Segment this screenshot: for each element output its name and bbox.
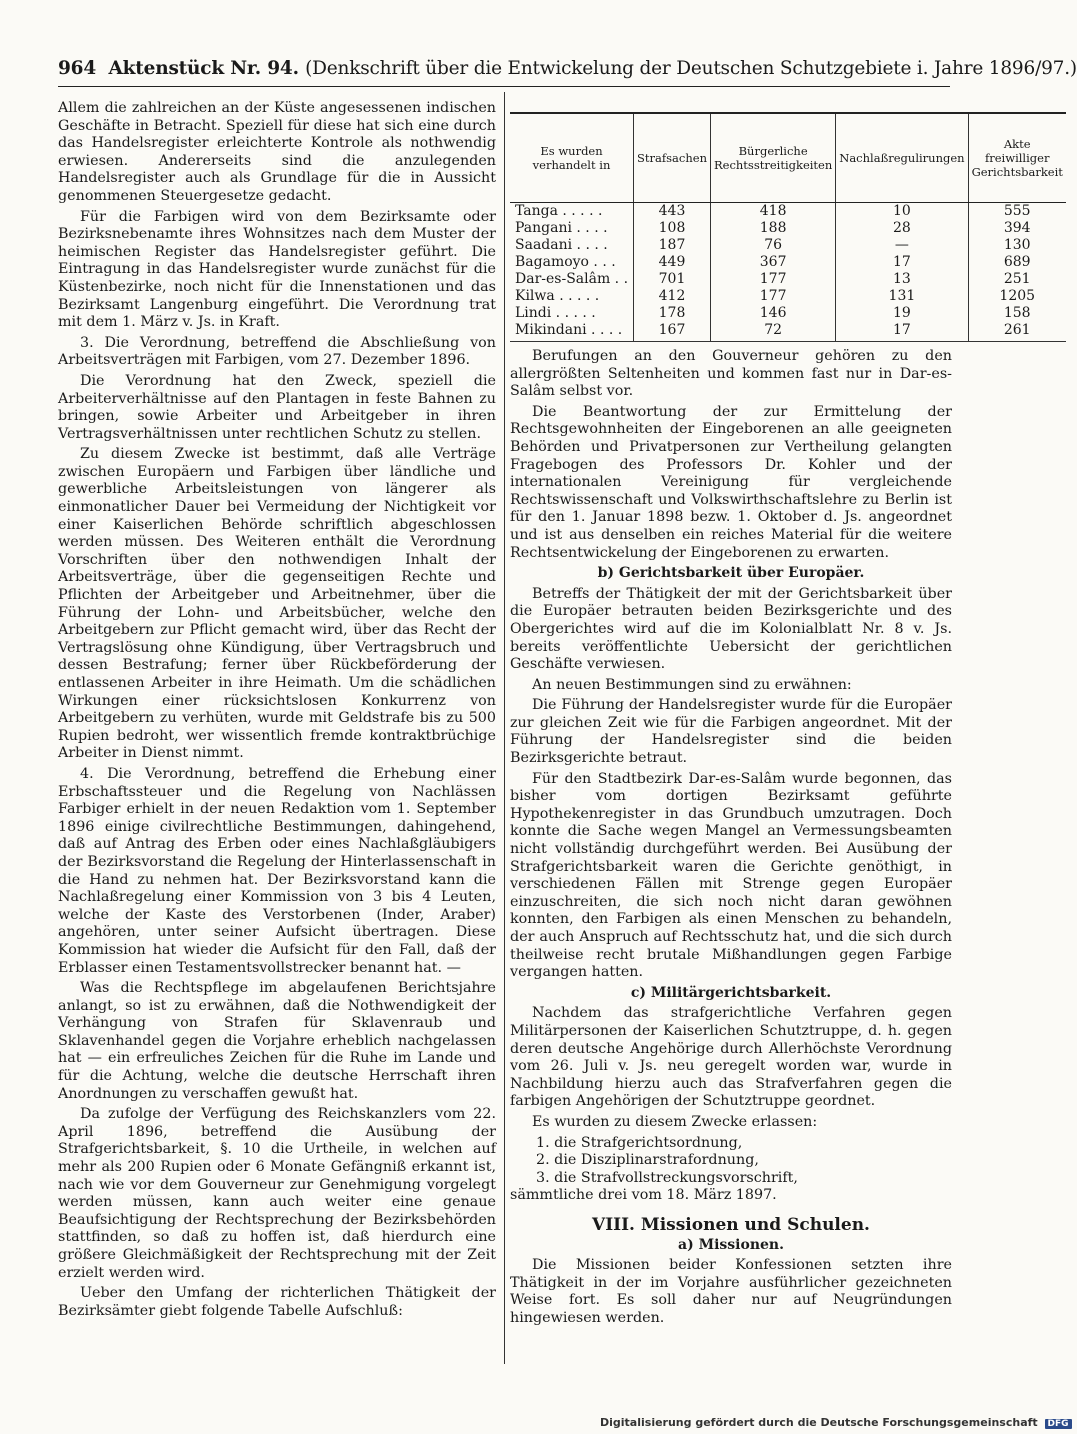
table-cell: 28 [836, 220, 968, 237]
paragraph: Betreffs der Thätigkeit der mit der Gerichtsbarkeit über die Europäer betrauten beiden Bezirksgerichte und des Obergerichtes wird auf die im Kolonialblatt Nr. 8 v. Js. bereits veröffentlichte Uebersicht der gerichtlichen Geschäfte verwiesen. [510, 585, 952, 673]
paragraph: Die Beantwortung der zur Ermittelung der Rechtsgewohnheiten der Eingeborenen an alle geeigneten Behörden und Privatpersonen zur Vertheilung gelangten Fragebogen des Professors Dr. Kohler und der internationalen Vereinigung für vergleichende Rechtswissenschaft und Volkswirthschaftslehre zu Berlin ist für den 1. Januar 1898 bezw. 1. Oktober d. Js. angeordnet und ist aus denselben ein reiches Material für die weitere Rechtsentwickelung der Eingeborenen zu erwarten. [510, 403, 952, 561]
paragraph: 3. Die Verordnung, betreffend die Abschließung von Arbeitsverträgen mit Farbigen, vom 27. Dezember 1896. [58, 334, 496, 369]
column-header-voluntary: Akte freiwilliger Gerichtsbarkeit [968, 113, 1066, 203]
section-heading-a: a) Missionen. [678, 1236, 784, 1253]
table-cell: 251 [968, 271, 1066, 288]
paragraph: Berufungen an den Gouverneur gehören zu den allergrößten Seltenheiten und kommen fast nur in Dar-es-Salâm selbst vor. [510, 348, 952, 400]
paragraph: Für die Farbigen wird von dem Bezirksamte oder Bezirksnebenamte ihres Wohnsitzes nach dem Muster der heimischen Register das Handelsregister geführt. Die Eintragung in das Handelsregister wurde zunächst für die Küstenbezirke, noch nicht für die Innenstationen und das Bezirksamt Langenburg eingeführt. Die Verordnung trat mit dem 1. März v. Js. in Kraft. [58, 208, 496, 331]
table-row [510, 305, 1066, 322]
table-cell: 17 [836, 322, 968, 342]
table-row [510, 254, 1066, 271]
table-cell: 158 [968, 305, 1066, 322]
digitization-credit [600, 1416, 1072, 1429]
table-cell: 177 [710, 288, 835, 305]
table-cell: 394 [968, 220, 1066, 237]
table-cell: 146 [710, 305, 835, 322]
paragraph: Die Verordnung hat den Zweck, speziell die Arbeiterverhältnisse auf den Plantagen in feste Bahnen zu bringen, sowie Arbeiter und Arbeitgeber in ihren Vertragsverhältnissen unter rechtlichen Schutz zu stellen. [58, 372, 496, 442]
table-cell: 701 [634, 271, 711, 288]
paragraph: Die Missionen beider Konfessionen setzten ihre Thätigkeit in der im Vorjahre ausführlicher gezeichneten Weise fort. Es soll daher nur auf Neugründungen hingewiesen werden. [510, 1257, 952, 1326]
table-cell: 177 [710, 271, 835, 288]
paragraph: An neuen Bestimmungen sind zu erwähnen: [532, 676, 852, 693]
document-title: (Denkschrift über die Entwickelung der Deutschen Schutzgebiete i. Jahre 1896/97.) [305, 58, 1077, 79]
paragraph: 4. Die Verordnung, betreffend die Erhebung einer Erbschaftssteuer und die Regelung von Nachlässen Farbiger erhielt in der neuen Redaktion vom 1. September 1896 einige civilrechtliche Bestimmungen, dahingehend, daß auf Antrag des Erben oder eines Nachlaßgläubigers der Bezirksvorstand die Regelung der Hinterlassenschaft in die Hand zu nehmen hat. Der Bezirksvorstand kann die Nachlaßregelung einer Kommission von 3 bis 4 Leuten, welche der Kaste des Verstorbenen (Inder, Araber) angehören, unter seiner Aufsicht übertragen. Diese Kommission hat wieder die Aufsicht für den Fall, daß der Erblasser einen Testamentsvollstrecker benannt hat. — [58, 765, 496, 976]
paragraph: Allem die zahlreichen an der Küste angesessenen indischen Geschäfte in Betracht. Speziell für diese hat sich eine durch das Handelsregister erleichterte Kontrole als nothwendig erwiesen. Andererseits sind die anzulegenden Handelsregister auch als Grundlage für die in Aussicht genommenen Steuergesetze gedacht. [58, 100, 496, 204]
table-cell: — [836, 237, 968, 254]
column-header-civil: Bürgerliche Rechtsstreitigkeiten [710, 113, 835, 203]
paragraph: Nachdem das strafgerichtliche Verfahren gegen Militärpersonen der Kaiserlichen Schutztruppe, d. h. gegen deren deutsche Angehörige durch Allerhöchste Verordnung vom 26. Juli v. Js. neu geregelt worden war, wurde in Nachbildung hierzu auch das Strafverfahren gegen die farbigen Angehörigen der Schutztruppe geordnet. [510, 1005, 952, 1110]
table-cell: 412 [634, 288, 711, 305]
table-row [510, 203, 1066, 221]
column-header-estates: Nachlaßregulirungen [836, 113, 968, 203]
court-statistics-table [510, 112, 1066, 342]
dfg-logo: DFG [1045, 1419, 1072, 1429]
table-cell: Mikindani . . . . [510, 322, 634, 342]
table-cell: 19 [836, 305, 968, 322]
header-rule [58, 86, 950, 87]
table-cell: Dar-es-Salâm . . [510, 271, 634, 288]
paragraph: Für den Stadtbezirk Dar-es-Salâm wurde begonnen, das bisher vom dortigen Bezirksamt geführte Hypothekenregister in das Grundbuch umzutragen. Doch konnte die Sache wegen Mangel an Vermessungsbeamten nicht vollständig durchgeführt werden. Bei Ausübung der Strafgerichtsbarkeit waren die Gerichte genöthigt, in verschiedenen Fällen mit Strenge gegen Europäer einzuschreiten, die sich noch nicht daran gewöhnen konnten, den Farbigen als einen Menschen zu behandeln, der auch Anspruch auf Rechtsschutz hat, und die sich durch theilweise recht brutale Mißhandlungen gegen Farbige vergangen hatten. [510, 770, 952, 981]
right-column [510, 112, 1063, 1330]
paragraph: Was die Rechtspflege im abgelaufenen Berichtsjahre anlangt, so ist zu erwähnen, daß die Nothwendigkeit der Verhängung von Strafen für Sklavenraub und Sklavenhandel gegen die Vorjahre erheblich nachgelassen hat — ein erfreuliches Zeichen für die Ruhe im Lande und für die Achtung, welche die deutsche Herrschaft ihren Anordnungen zu verschaffen gewußt hat. [58, 980, 496, 1102]
table-cell: 108 [634, 220, 711, 237]
section-heading-c: c) Militärgerichtsbarkeit. [630, 984, 832, 1001]
table-cell: Bagamoyo . . . [510, 254, 634, 271]
paragraph: Die Führung der Handelsregister wurde für die Europäer zur gleichen Zeit wie für die Farbigen angeordnet. Mit der Führung der Handelsregister sind die beiden Bezirksgerichte betraut. [510, 697, 952, 767]
table-row [510, 322, 1066, 342]
table-cell: 13 [836, 271, 968, 288]
table-cell: 76 [710, 237, 835, 254]
table-cell: 689 [968, 254, 1066, 271]
paragraph: Zu diesem Zwecke ist bestimmt, daß alle Verträge zwischen Europäern und Farbigen über ländliche und gewerbliche Arbeitsleistungen von längerer als einmonatlicher Dauer bei Vermeidung der Nichtigkeit vor einer Kaiserlichen Behörde schriftlich abgeschlossen werden müssen. Des Weiteren enthält die Verordnung Vorschriften über den nothwendigen Inhalt der Arbeitsverträge, über die gegenseitigen Rechte und Pflichten der Arbeitgeber und Arbeitnehmer, über die Führung der Lohn- und Arbeitsbücher, welche den Arbeitgebern zur Pflicht gemacht wird, über das Recht der Vertragslösung ohne Kündigung, über Vertragsbruch und dessen Bestrafung; ferner über Rückbeförderung der entlassenen Arbeiter in ihre Heimath. Um die schädlichen Wirkungen einer rücksichtslosen Konkurrenz von Arbeitgebern zu verhüten, wurde mit Geldstrafe bis zu 500 Rupien bedroht, wer wissentlich fremde kontraktbrüchige Arbeiter in Dienst nimmt. [58, 446, 496, 762]
paragraph: Da zufolge der Verfügung des Reichskanzlers vom 22. April 1896, betreffend die Ausübung der Strafgerichtsbarkeit, §. 10 die Urtheile, in welchen auf mehr als 200 Rupien oder 6 Monate Gefängniß erkannt ist, nach wie vor dem Gouverneur zur Genehmigung vorgelegt werden müssen, kann auch weiter eine genaue Beaufsichtigung der Rechtsprechung der Bezirksbehörden stattfinden, so daß zu hoffen ist, daß hierdurch eine größere Gleichmäßigkeit der Rechtsprechung mit der Zeit erzielt werden wird. [58, 1106, 496, 1281]
table-cell: 130 [968, 237, 1066, 254]
column-header-district: Es wurden verhandelt in [510, 113, 634, 203]
section-heading-b: b) Gerichtsbarkeit über Europäer. [597, 565, 865, 582]
table-row [510, 220, 1066, 237]
table-row [510, 288, 1066, 305]
table-cell: Kilwa . . . . . [510, 288, 634, 305]
table-cell: 167 [634, 322, 711, 342]
table-cell: 418 [710, 203, 835, 221]
credit-text: Digitalisierung gefördert durch die Deutsche Forschungsgemeinschaft [600, 1416, 1038, 1429]
chapter-heading: VIII. Missionen und Schulen. [592, 1214, 870, 1235]
table-cell: Saadani . . . . [510, 237, 634, 254]
table-cell: 443 [634, 203, 711, 221]
paragraph: sämmtliche drei vom 18. März 1897. [510, 1187, 777, 1204]
table-cell: 131 [836, 288, 968, 305]
list-item: 2. die Disziplinarstrafordnung, [536, 1152, 759, 1169]
table-cell: 1205 [968, 288, 1066, 305]
table-cell: 555 [968, 203, 1066, 221]
table-cell: 367 [710, 254, 835, 271]
table-cell: Tanga . . . . . [510, 203, 634, 221]
left-column [58, 100, 496, 1323]
table-cell: 17 [836, 254, 968, 271]
table-row [510, 271, 1066, 288]
page-header [58, 58, 1077, 79]
paragraph: Es wurden zu diesem Zwecke erlassen: [532, 1113, 818, 1130]
table-cell: Pangani . . . . [510, 220, 634, 237]
list-item: 1. die Strafgerichtsordnung, [536, 1134, 743, 1151]
table-row [510, 237, 1066, 254]
table-cell: 449 [634, 254, 711, 271]
table-cell: Lindi . . . . . [510, 305, 634, 322]
table-cell: 261 [968, 322, 1066, 342]
table-cell: 10 [836, 203, 968, 221]
table-header-row [510, 113, 1066, 203]
column-divider [504, 92, 505, 1364]
document-number: Aktenstück Nr. 94. [108, 58, 299, 79]
paragraph: Ueber den Umfang der richterlichen Thätigkeit der Bezirksämter giebt folgende Tabelle Aufschluß: [58, 1285, 496, 1319]
list-item: 3. die Strafvollstreckungsvorschrift, [536, 1169, 798, 1186]
table-cell: 178 [634, 305, 711, 322]
table-cell: 187 [634, 237, 711, 254]
table-cell: 188 [710, 220, 835, 237]
page-number: 964 [58, 58, 97, 79]
table-cell: 72 [710, 322, 835, 342]
column-header-criminal: Strafsachen [634, 113, 711, 203]
